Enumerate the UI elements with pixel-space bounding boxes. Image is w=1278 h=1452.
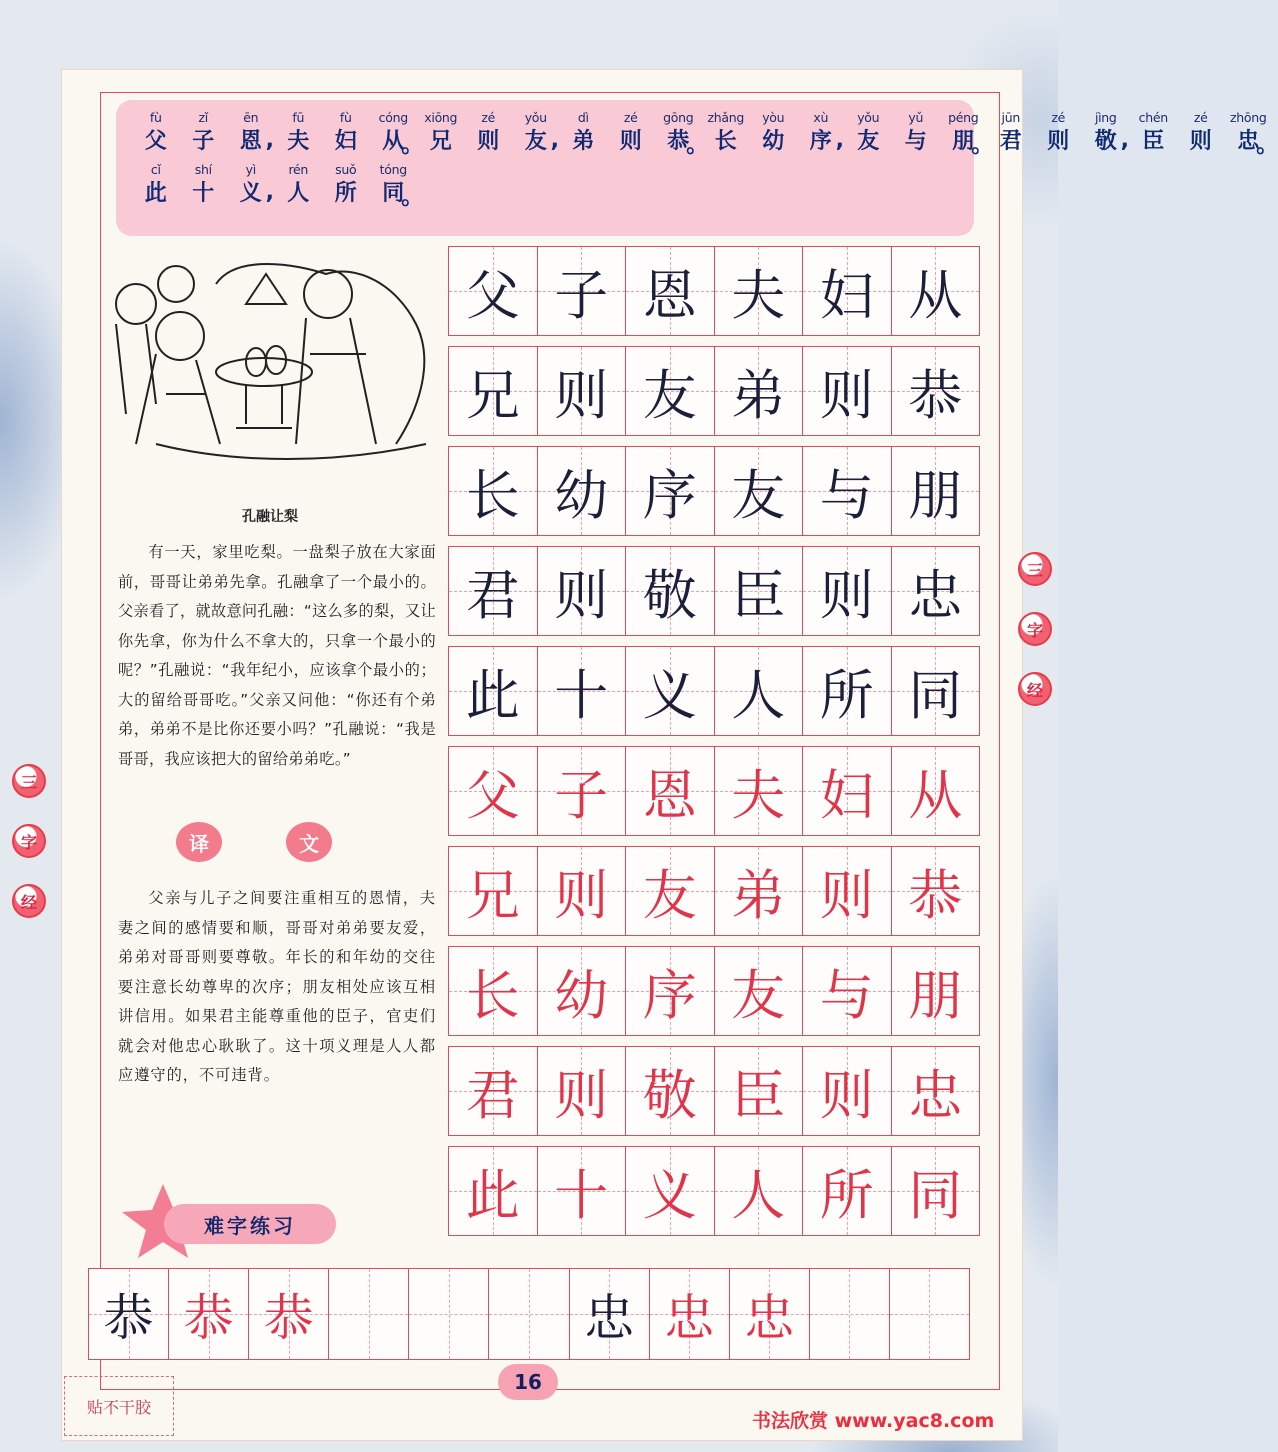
verse-box — [116, 100, 1278, 236]
practice-cell[interactable] — [538, 247, 627, 335]
verse-punctuation: , — [835, 128, 844, 153]
practice-char: 友 — [642, 863, 697, 927]
practice-row — [448, 446, 980, 536]
verse-punctuation: , — [265, 180, 274, 205]
verse-char — [940, 110, 994, 158]
illustration-caption: 孔融让梨 — [242, 509, 298, 525]
practice-cell[interactable] — [892, 947, 980, 1035]
verse-char — [180, 162, 228, 208]
practice-char: 恩 — [642, 263, 697, 327]
verse-hanzi: 父 — [144, 129, 167, 154]
hard-character-cell[interactable] — [890, 1269, 969, 1359]
verse-pinyin: fù — [149, 110, 162, 125]
illustration-kong-rong-pears — [96, 244, 436, 474]
practice-char: 恭 — [908, 363, 963, 427]
practice-cell[interactable] — [892, 1047, 980, 1135]
practice-char: 则 — [819, 363, 874, 427]
practice-cell[interactable] — [626, 847, 715, 935]
verse-hanzi: 义 — [239, 181, 262, 206]
verse-char — [180, 110, 228, 156]
verse-char — [370, 110, 424, 158]
verse-char — [132, 162, 180, 208]
verse-char — [227, 162, 275, 208]
verse-char — [797, 110, 845, 156]
verse-punctuation: , — [265, 128, 274, 153]
side-tab-char: 三 — [12, 764, 46, 798]
practice-cell[interactable] — [538, 1047, 627, 1135]
hard-characters-heading — [118, 1180, 338, 1260]
practice-char: 妇 — [819, 763, 874, 827]
practice-cell[interactable] — [538, 747, 627, 835]
verse-hanzi: 子 — [192, 129, 215, 154]
side-tab-right — [1018, 552, 1052, 732]
practice-cell[interactable] — [538, 1147, 627, 1235]
verse-char — [845, 110, 893, 156]
practice-char: 友 — [642, 363, 697, 427]
verse-pinyin: rén — [288, 162, 309, 177]
practice-cell[interactable] — [449, 847, 538, 935]
side-tab-char: 三 — [1018, 552, 1052, 586]
verse-hanzi: 序 — [809, 129, 832, 154]
practice-char: 与 — [819, 963, 874, 1027]
practice-cell[interactable] — [803, 247, 892, 335]
verse-hanzi: 兄 — [429, 129, 452, 154]
practice-cell[interactable] — [892, 347, 980, 435]
verse-char — [655, 110, 709, 158]
verse-char — [987, 110, 1035, 156]
practice-cell[interactable] — [715, 647, 804, 735]
story-text: 有一天，家里吃梨。一盘梨子放在大家面前，哥哥让弟弟先拿。孔融拿了一个最小的。父亲看了，就故意问孔融：“这么多的梨，又让你先拿，你为什么不拿大的，只拿一个最小的呢？”孔融说：“我年纪小，应该拿个最小的；大的留给哥哥吃。”父亲又问他：“你还有个弟弟，弟弟不是比你还要小吗？”孔融说：“我是哥哥，我应该把大的留给弟弟吃。” — [118, 543, 436, 768]
practice-char: 同 — [908, 663, 963, 727]
practice-char: 十 — [554, 1163, 609, 1227]
practice-char: 同 — [908, 1163, 963, 1227]
verse-char — [1035, 110, 1083, 156]
practice-cell[interactable] — [892, 447, 980, 535]
practice-cell[interactable] — [715, 1047, 804, 1135]
verse-pinyin: zǐ — [198, 110, 208, 125]
verse-hanzi: 幼 — [762, 129, 785, 154]
hard-character-cell[interactable] — [249, 1269, 329, 1359]
practice-char: 幼 — [554, 463, 609, 527]
verse-char — [322, 162, 370, 208]
hard-character-cell[interactable] — [409, 1269, 489, 1359]
practice-cell[interactable] — [449, 547, 538, 635]
verse-pinyin: jūn — [1001, 110, 1020, 125]
practice-cell[interactable] — [449, 747, 538, 835]
practice-char: 朋 — [908, 963, 963, 1027]
practice-cell[interactable] — [803, 747, 892, 835]
practice-cell[interactable] — [626, 747, 715, 835]
practice-cell[interactable] — [538, 447, 627, 535]
side-tab-left — [12, 764, 46, 944]
sticker-note: 贴不干胶 — [64, 1376, 174, 1436]
verse-hanzi: 则 — [477, 129, 500, 154]
verse-hanzi: 此 — [144, 181, 167, 206]
hard-character-cell[interactable] — [810, 1269, 890, 1359]
practice-cell[interactable] — [626, 947, 715, 1035]
practice-char: 与 — [819, 463, 874, 527]
practice-char: 所 — [819, 1163, 874, 1227]
practice-cell[interactable] — [538, 547, 627, 635]
verse-hanzi: 同 — [382, 181, 405, 206]
hard-character-cell[interactable] — [730, 1269, 810, 1359]
verse-char — [560, 110, 608, 156]
practice-row — [448, 546, 980, 636]
verse-pinyin: xù — [813, 110, 829, 125]
verse-punctuation: 。 — [401, 133, 424, 158]
hard-character-cell[interactable] — [570, 1269, 650, 1359]
side-tab-char: 字 — [12, 824, 46, 858]
verse-line-2 — [132, 162, 962, 208]
practice-cell[interactable] — [626, 447, 715, 535]
practice-cell[interactable] — [892, 647, 980, 735]
verse-pinyin: péng — [948, 110, 979, 125]
verse-pinyin: zhǎng — [707, 110, 744, 125]
practice-char: 恩 — [642, 763, 697, 827]
hard-character-cell[interactable] — [650, 1269, 730, 1359]
practice-char: 则 — [819, 863, 874, 927]
practice-char: 则 — [554, 1063, 609, 1127]
practice-cell[interactable] — [892, 747, 980, 835]
verse-pinyin: dì — [577, 110, 589, 125]
side-tab-char: 经 — [1018, 672, 1052, 706]
verse-char — [1177, 110, 1225, 156]
practice-cell[interactable] — [892, 1147, 980, 1235]
practice-cell[interactable] — [449, 647, 538, 735]
practice-cell[interactable] — [626, 347, 715, 435]
verse-hanzi: 臣 — [1142, 129, 1165, 154]
practice-cell[interactable] — [892, 247, 980, 335]
practice-char: 弟 — [731, 863, 786, 927]
verse-char — [227, 110, 275, 156]
translation-text: 父亲与儿子之间要注重相互的恩情，夫妻之间的感情要和顺，哥哥对弟弟要友爱，弟弟对哥哥则要尊敬。年长的和年幼的交往要注意长幼尊卑的次序；朋友相处应该互相讲信用。如果君主能尊重他的臣子，官吏们就会对他忠心耿耿了。这十项义理是人人都应遵守的，不可违背。 — [118, 889, 436, 1084]
verse-hanzi: 忠 — [1237, 129, 1260, 154]
practice-char: 恭 — [908, 863, 963, 927]
verse-punctuation: 。 — [1256, 133, 1278, 158]
verse-pinyin: chén — [1138, 110, 1168, 125]
verse-hanzi: 君 — [999, 129, 1022, 154]
practice-row — [448, 846, 980, 936]
practice-cell[interactable] — [626, 247, 715, 335]
verse-char — [702, 110, 750, 156]
practice-cell[interactable] — [626, 1147, 715, 1235]
verse-char — [750, 110, 798, 156]
practice-char: 序 — [642, 463, 697, 527]
verse-char — [1082, 110, 1130, 156]
practice-char: 友 — [731, 963, 786, 1027]
practice-char: 所 — [819, 663, 874, 727]
practice-row — [448, 1146, 980, 1236]
practice-cell[interactable] — [803, 347, 892, 435]
verse-hanzi: 长 — [714, 129, 737, 154]
practice-cell[interactable] — [803, 647, 892, 735]
practice-cell[interactable] — [892, 547, 980, 635]
hard-characters-row — [88, 1268, 970, 1360]
hard-characters-title: 难字练习 — [164, 1204, 336, 1244]
verse-pinyin: jìng — [1094, 110, 1117, 125]
hard-character: 忠 — [584, 1289, 635, 1347]
translation-heading-char-2: 文 — [286, 822, 332, 862]
practice-char: 兄 — [465, 363, 520, 427]
verse-punctuation: 。 — [971, 133, 994, 158]
practice-char: 则 — [819, 1063, 874, 1127]
practice-char: 弟 — [731, 363, 786, 427]
practice-cell[interactable] — [803, 447, 892, 535]
hard-character-cell[interactable] — [329, 1269, 409, 1359]
verse-hanzi: 恩 — [239, 129, 262, 154]
practice-row — [448, 246, 980, 336]
verse-hanzi: 恭 — [667, 129, 690, 154]
practice-char: 十 — [554, 663, 609, 727]
practice-char: 子 — [554, 263, 609, 327]
practice-row — [448, 646, 980, 736]
verse-pinyin: suǒ — [335, 162, 357, 177]
practice-char: 忠 — [908, 1063, 963, 1127]
verse-char — [322, 110, 370, 156]
practice-char: 君 — [465, 563, 520, 627]
verse-hanzi: 则 — [1047, 129, 1070, 154]
verse-pinyin: gōng — [663, 110, 694, 125]
practice-char: 长 — [465, 463, 520, 527]
translation-heading-char-1: 译 — [176, 822, 222, 862]
practice-char: 敬 — [642, 563, 697, 627]
practice-char: 义 — [642, 1163, 697, 1227]
practice-char: 父 — [465, 763, 520, 827]
practice-char: 敬 — [642, 1063, 697, 1127]
practice-cell[interactable] — [449, 1147, 538, 1235]
practice-char: 父 — [465, 263, 520, 327]
practice-cell[interactable] — [538, 647, 627, 735]
practice-char: 君 — [465, 1063, 520, 1127]
verse-pinyin: tóng — [379, 162, 407, 177]
verse-pinyin: yòu — [762, 110, 785, 125]
verse-hanzi: 友 — [857, 129, 880, 154]
practice-cell[interactable] — [626, 1047, 715, 1135]
practice-cell[interactable] — [715, 347, 804, 435]
hard-character: 忠 — [664, 1289, 715, 1347]
verse-pinyin: yì — [245, 162, 256, 177]
practice-cell[interactable] — [803, 1147, 892, 1235]
practice-cell[interactable] — [715, 447, 804, 535]
practice-cell[interactable] — [715, 847, 804, 935]
practice-char: 序 — [642, 963, 697, 1027]
practice-row — [448, 1046, 980, 1136]
practice-cell[interactable] — [626, 647, 715, 735]
verse-hanzi: 友 — [524, 129, 547, 154]
verse-pinyin: zé — [1051, 110, 1066, 125]
verse-char — [465, 110, 513, 156]
hard-character: 忠 — [744, 1289, 795, 1347]
practice-cell[interactable] — [715, 747, 804, 835]
practice-cell[interactable] — [449, 447, 538, 535]
verse-punctuation: , — [550, 128, 559, 153]
verse-pinyin: yǒu — [857, 110, 880, 125]
verse-pinyin: fù — [339, 110, 352, 125]
practice-char: 臣 — [731, 1063, 786, 1127]
practice-cell[interactable] — [803, 547, 892, 635]
hard-character-cell[interactable] — [169, 1269, 249, 1359]
practice-char: 友 — [731, 463, 786, 527]
side-tab-char: 字 — [1018, 612, 1052, 646]
verse-punctuation: 。 — [686, 133, 709, 158]
practice-char: 义 — [642, 663, 697, 727]
verse-hanzi: 人 — [287, 181, 310, 206]
practice-char: 长 — [465, 963, 520, 1027]
verse-pinyin: shí — [194, 162, 212, 177]
practice-cell[interactable] — [538, 347, 627, 435]
practice-char: 幼 — [554, 963, 609, 1027]
verse-pinyin: ēn — [243, 110, 259, 125]
page-number: 16 — [498, 1364, 558, 1400]
practice-cell[interactable] — [449, 247, 538, 335]
verse-pinyin: yǒu — [524, 110, 547, 125]
verse-hanzi: 敬 — [1094, 129, 1117, 154]
practice-cell[interactable] — [449, 1047, 538, 1135]
practice-cell[interactable] — [715, 547, 804, 635]
verse-hanzi: 弟 — [572, 129, 595, 154]
practice-grid — [448, 246, 980, 1246]
practice-char: 夫 — [731, 263, 786, 327]
verse-hanzi: 夫 — [287, 129, 310, 154]
verse-hanzi: 与 — [904, 129, 927, 154]
practice-cell[interactable] — [715, 1147, 804, 1235]
verse-hanzi: 十 — [192, 181, 215, 206]
practice-char: 朋 — [908, 463, 963, 527]
hard-character: 恭 — [103, 1289, 154, 1347]
practice-cell[interactable] — [715, 247, 804, 335]
side-tab-char: 经 — [12, 884, 46, 918]
practice-cell[interactable] — [449, 947, 538, 1035]
verse-char — [132, 110, 180, 156]
practice-char: 夫 — [731, 763, 786, 827]
practice-char: 臣 — [731, 563, 786, 627]
verse-char — [275, 162, 323, 208]
verse-pinyin: zé — [623, 110, 638, 125]
practice-char: 则 — [554, 363, 609, 427]
hard-character-cell[interactable] — [89, 1269, 169, 1359]
practice-cell[interactable] — [449, 347, 538, 435]
practice-cell[interactable] — [626, 547, 715, 635]
practice-char: 忠 — [908, 563, 963, 627]
practice-char: 从 — [908, 763, 963, 827]
practice-char: 从 — [908, 263, 963, 327]
hard-character: 恭 — [183, 1289, 234, 1347]
practice-char: 则 — [554, 563, 609, 627]
verse-hanzi: 则 — [619, 129, 642, 154]
verse-pinyin: zé — [1193, 110, 1208, 125]
practice-char: 则 — [554, 863, 609, 927]
site-watermark: 书法欣赏 www.yac8.com — [752, 1410, 995, 1432]
verse-pinyin: xiōng — [424, 110, 458, 125]
translation-heading — [176, 822, 356, 862]
practice-cell[interactable] — [715, 947, 804, 1035]
practice-char: 此 — [465, 1163, 520, 1227]
practice-cell[interactable] — [803, 1047, 892, 1135]
practice-char: 人 — [731, 663, 786, 727]
verse-hanzi: 则 — [1189, 129, 1212, 154]
hard-character: 恭 — [263, 1289, 314, 1347]
practice-cell[interactable] — [803, 947, 892, 1035]
verse-char — [1130, 110, 1178, 156]
verse-pinyin: cóng — [378, 110, 408, 125]
practice-char: 子 — [554, 763, 609, 827]
practice-cell[interactable] — [538, 947, 627, 1035]
verse-char — [892, 110, 940, 156]
practice-char: 兄 — [465, 863, 520, 927]
practice-cell[interactable] — [892, 847, 980, 935]
verse-pinyin: zé — [481, 110, 496, 125]
verse-hanzi: 所 — [334, 181, 357, 206]
practice-char: 妇 — [819, 263, 874, 327]
practice-cell[interactable] — [803, 847, 892, 935]
practice-char: 人 — [731, 1163, 786, 1227]
hard-character-cell[interactable] — [489, 1269, 569, 1359]
verse-char — [370, 162, 424, 210]
practice-char: 此 — [465, 663, 520, 727]
verse-char — [275, 110, 323, 156]
verse-pinyin: yǔ — [908, 110, 924, 125]
verse-punctuation: , — [1120, 128, 1129, 153]
verse-char — [512, 110, 560, 156]
verse-pinyin: cǐ — [150, 162, 161, 177]
verse-punctuation: 。 — [401, 185, 424, 210]
verse-char — [417, 110, 465, 156]
verse-char — [607, 110, 655, 156]
practice-char: 则 — [819, 563, 874, 627]
practice-row — [448, 746, 980, 836]
practice-row — [448, 946, 980, 1036]
verse-pinyin: zhōng — [1230, 110, 1267, 125]
verse-hanzi: 妇 — [334, 129, 357, 154]
verse-pinyin: fū — [292, 110, 305, 125]
verse-hanzi: 从 — [382, 129, 405, 154]
practice-cell[interactable] — [538, 847, 627, 935]
verse-hanzi: 朋 — [952, 129, 975, 154]
practice-row — [448, 346, 980, 436]
verse-char — [1225, 110, 1278, 158]
verse-line-1 — [132, 110, 1278, 158]
